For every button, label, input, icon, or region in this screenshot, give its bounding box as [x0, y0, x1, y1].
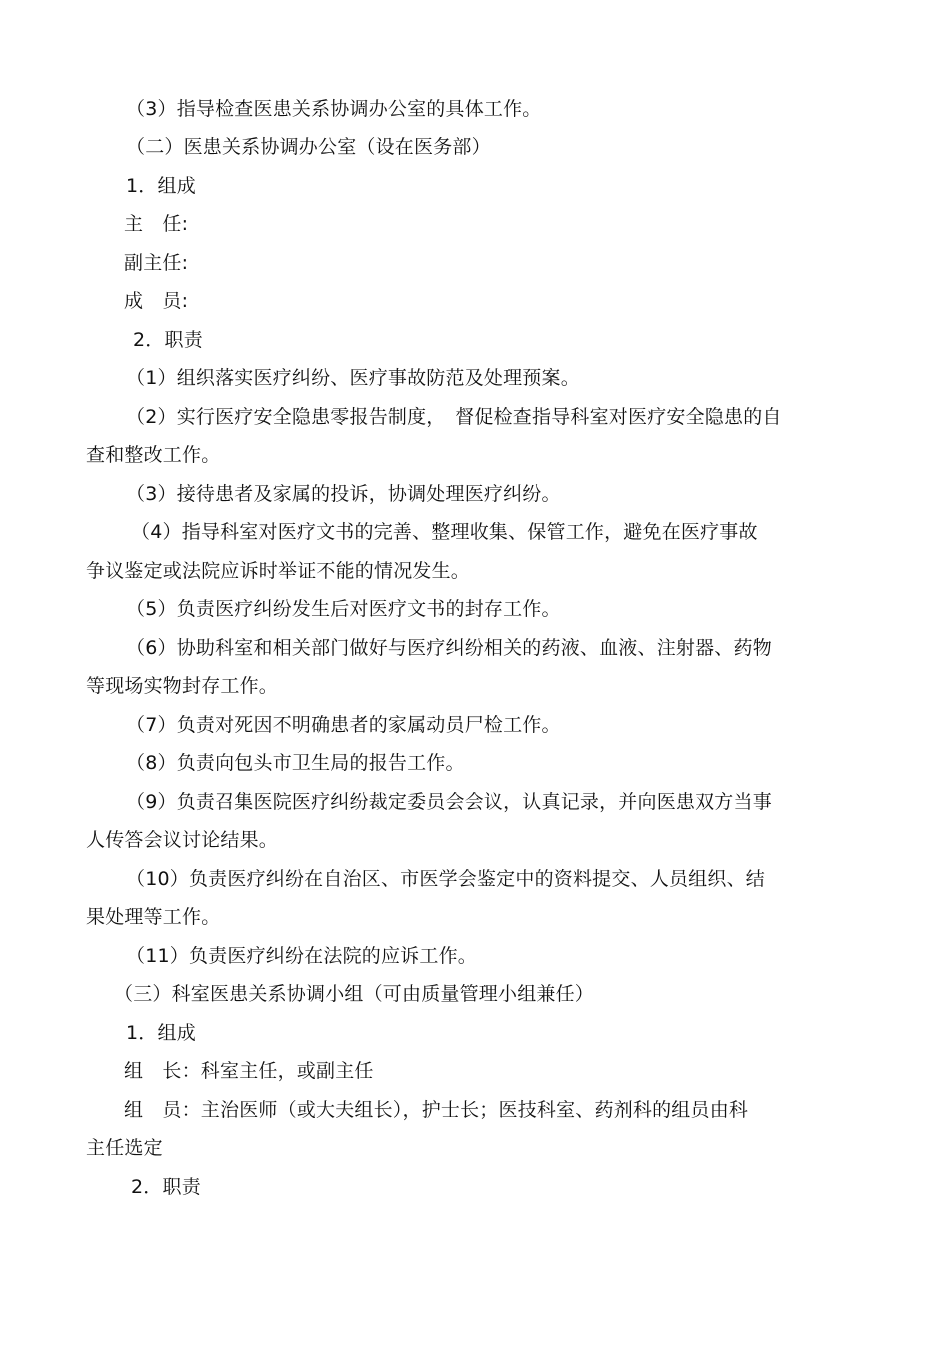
text-line: （5）负责医疗纠纷发生后对医疗文书的封存工作。 — [126, 598, 561, 620]
text-line: 查和整改工作。 — [86, 444, 221, 466]
section-heading: （二）医患关系协调办公室（设在医务部） — [126, 136, 491, 158]
text-line: 成 员: — [124, 290, 189, 312]
text-line: 主 任: — [124, 213, 189, 235]
text-line: 等现场实物封存工作。 — [86, 675, 279, 697]
text-line: （4）指导科室对医疗文书的完善、整理收集、保管工作，避免在医疗事故 — [131, 521, 758, 543]
text-line: 争议鉴定或法院应诉时举证不能的情况发生。 — [86, 560, 471, 582]
text-line: （9）负责召集医院医疗纠纷裁定委员会会议，认真记录，并向医患双方当事 — [126, 791, 772, 813]
text-line: （10）负责医疗纠纷在自治区、市医学会鉴定中的资料提交、人员组织、结 — [126, 868, 765, 890]
text-line: 果处理等工作。 — [86, 906, 221, 928]
text-line: 副主任: — [124, 252, 189, 274]
subheading: 1．组成 — [126, 1022, 196, 1044]
text-line: （8）负责向包头市卫生局的报告工作。 — [126, 752, 465, 774]
section-heading: （三）科室医患关系协调小组（可由质量管理小组兼任） — [114, 983, 595, 1005]
text-line: （3）指导检查医患关系协调办公室的具体工作。 — [126, 98, 542, 120]
text-line: 人传答会议讨论结果。 — [86, 829, 279, 851]
text-line: （1）组织落实医疗纠纷、医疗事故防范及处理预案。 — [126, 367, 580, 389]
text-line: 组 长：科室主任，或副主任 — [124, 1060, 374, 1082]
text-line: 主任选定 — [86, 1137, 163, 1159]
text-line: （3）接待患者及家属的投诉，协调处理医疗纠纷。 — [126, 483, 561, 505]
subheading: 1．组成 — [126, 175, 196, 197]
text-line: （2）实行医疗安全隐患零报告制度， 督促检查指导科室对医疗安全隐患的自 — [126, 406, 782, 428]
text-line: 组 员：主治医师（或大夫组长），护士长；医技科室、药剂科的组员由科 — [124, 1099, 749, 1121]
text-line: （11）负责医疗纠纷在法院的应诉工作。 — [126, 945, 477, 967]
subheading: 2．职责 — [133, 329, 203, 351]
text-line: （7）负责对死因不明确患者的家属动员尸检工作。 — [126, 714, 561, 736]
text-line: （6）协助科室和相关部门做好与医疗纠纷相关的药液、血液、注射器、药物 — [126, 637, 772, 659]
subheading: 2．职责 — [131, 1176, 201, 1198]
